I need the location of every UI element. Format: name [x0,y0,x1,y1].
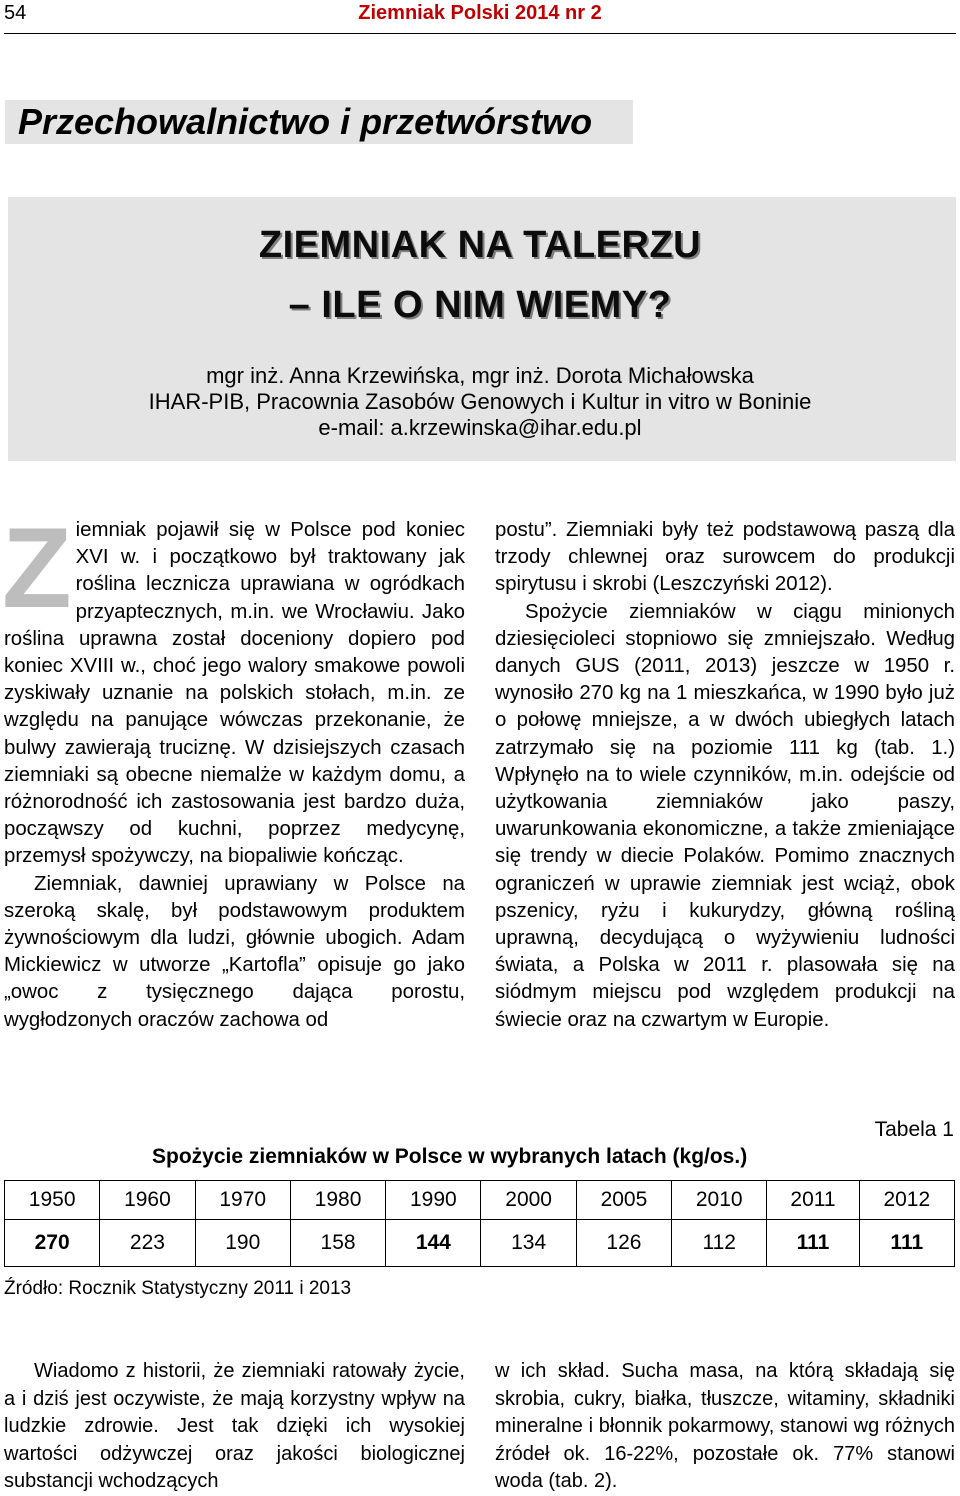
table-cell-year: 1960 [100,1181,195,1220]
table-cell-value: 158 [290,1220,385,1267]
table-cell-value: 111 [767,1220,859,1267]
table-cell-year: 2011 [767,1181,859,1220]
article-email: e-mail: a.krzewinska@ihar.edu.pl [318,415,642,440]
table-cell-year: 1970 [195,1181,290,1220]
paragraph-health: Wiadomo z historii, że ziemniaki ratowały życie, a i dziś jest oczywiste, że mają korzystny wpływ na ludzkie zdrowie. Jest tak dzięki ich wysokiej wartości odżywczej oraz jakości biologicznej substancji wchodzących [4,1360,465,1492]
table-cell-year: 1990 [386,1181,481,1220]
table-cell-value: 111 [859,1220,954,1267]
page-header [0,0,960,36]
table-title: Spożycie ziemniaków w Polsce w wybranych latach (kg/os.) [152,1145,748,1168]
article-affiliation: IHAR-PIB, Pracownia Zasobów Genowych i Kultur in vitro w Boninie [148,389,812,414]
body-column-right [495,517,955,1034]
page-number: 54 [4,2,27,24]
table-cell-value: 270 [5,1220,100,1267]
section-title: Przechowalnictwo i przetwórstwo [18,101,593,142]
table-cell-year: 1950 [5,1181,100,1220]
table-cell-year: 2012 [859,1181,954,1220]
table-cell-value: 144 [386,1220,481,1267]
table-cell-value: 223 [100,1220,195,1267]
table-cell-year: 2000 [481,1181,576,1220]
paragraph-intro: iemniak pojawił się w Polsce pod koniec XVI w. i początkowo był traktowany jak roślina lecznicza uprawiana w ogródkach przyaptecznych, m.in. we Wrocławiu. Jako roślina uprawna został doceniony dopiero pod koniec XVIII w., choć jego walory smakowe powoli zyskiwały uznanie na polskich stołach, m.in. ze względu na panujące wówczas przekonanie, że bulwy zawierają truciznę. W dzisiejszych czasach ziemniaki są obecne niemalże w każdym domu, a różnorodność ich zastosowania jest bardzo duża, począwszy od kuchni, poprzez medycynę, przemysł spożywczy, na biopaliwie kończąc. [4,519,465,868]
table-cell-value: 112 [672,1220,767,1267]
paragraph-uses: postu”. Ziemniaki były też podstawową paszą dla trzody chlewnej oraz surowcem do produkcji spirytusu i skrobi (Leszczyński 2012). [495,519,955,596]
table-row-values [5,1220,955,1267]
drop-cap: Z [2,505,72,632]
paragraph-consumption: Spożycie ziemniaków w ciągu minionych dziesięcioleci stopniowo się zmniejszało. Według danych GUS (2011, 2013) jeszcze w 1950 r. wynosiło 270 kg na 1 mieszkańca, w 1990 było już o połowę mniejsze, a w dwóch ubiegłych latach zatrzymało się na poziomie 111 kg (tab. 1.) Wpłynęło na to wiele czynników, m.in. odejście od użytkowania ziemniaków jako paszy, uwarunkowania ekonomiczne, a także zmieniające się trendy w diecie Polaków. Pomimo znacznych ograniczeń w uprawie ziemniak jest wciąż, obok pszenicy, ryżu i kukurydzy, główną rośliną uprawną, decydującą o wyżywieniu ludności świata, a Polska w 2011 r. plasowała się na siódmym miejscu pod względem produkcji na świecie oraz na czwartym w Europie. [495,600,955,1031]
journal-title: Ziemniak Polski 2014 nr 2 [358,2,602,24]
paragraph-composition: w ich skład. Sucha masa, na którą składają się skrobia, cukry, białka, tłuszcze, witaminy, składniki mineralne i błonnik pokarmowy, stanowi wg różnych źródeł ok. 16-22%, pozostałe ok. 77% stanowi woda (tab. 2). [495,1360,955,1492]
header-rule [4,33,956,34]
body-column-right-bottom [495,1358,955,1496]
table-cell-year: 1980 [290,1181,385,1220]
table-cell-year: 2010 [672,1181,767,1220]
table-row-years [5,1181,955,1220]
body-column-left-bottom [4,1358,465,1496]
table-cell-value: 126 [576,1220,671,1267]
table-label: Tabela 1 [874,1118,954,1141]
table-cell-value: 190 [195,1220,290,1267]
body-column-left [2,505,465,1034]
table-source: Źródło: Rocznik Statystyczny 2011 i 2013 [4,1278,352,1299]
article-title-line-2: – ILE O NIM WIEMY? [288,284,672,326]
consumption-table [4,1180,955,1267]
paragraph-history: Ziemniak, dawniej uprawiany w Polsce na szeroką skalę, był podstawowym produktem żywnościowym dla ludzi, głównie ubogich. Adam Mickiewicz w utworze „Kartofla” opisuje go jako „owoc z tysięcznego dająca porostu, wygłodzonych oraczów zachowa od [4,872,465,1031]
article-title-line-1: ZIEMNIAK NA TALERZU [258,224,702,266]
article-authors: mgr inż. Anna Krzewińska, mgr inż. Dorota Michałowska [206,363,754,388]
table-cell-value: 134 [481,1220,576,1267]
table-cell-year: 2005 [576,1181,671,1220]
